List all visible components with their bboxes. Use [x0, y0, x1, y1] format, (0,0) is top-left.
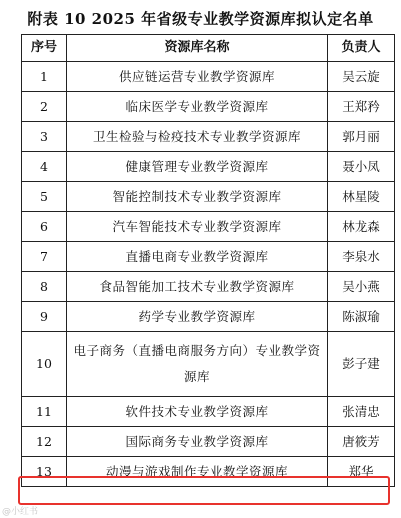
header-num: 序号 [22, 35, 67, 62]
row-num: 10 [22, 332, 67, 397]
row-num: 9 [22, 302, 67, 332]
row-num: 7 [22, 242, 67, 272]
row-owner: 林龙森 [328, 212, 395, 242]
row-owner: 彭子建 [328, 332, 395, 397]
table-title: 附表 10 2025 年省级专业教学资源库拟认定名单 [27, 10, 374, 28]
row-num: 11 [22, 397, 67, 427]
table-row [22, 272, 395, 302]
table-row [22, 397, 395, 427]
table-row [22, 302, 395, 332]
row-name: 国际商务专业教学资源库 [67, 427, 328, 457]
row-name: 动漫与游戏制作专业教学资源库 [67, 457, 328, 487]
row-name: 供应链运营专业教学资源库 [67, 62, 328, 92]
row-num: 1 [22, 62, 67, 92]
row-name: 直播电商专业教学资源库 [67, 242, 328, 272]
row-num: 13 [22, 457, 67, 487]
row-owner: 聂小凤 [328, 152, 395, 182]
row-name: 药学专业教学资源库 [67, 302, 328, 332]
table-row [22, 332, 395, 397]
row-owner: 李泉水 [328, 242, 395, 272]
row-num: 5 [22, 182, 67, 212]
row-owner: 陈淑瑜 [328, 302, 395, 332]
table-row [22, 242, 395, 272]
table-row-highlighted [22, 457, 395, 487]
table-row [22, 182, 395, 212]
row-name: 健康管理专业教学资源库 [67, 152, 328, 182]
table-row [22, 122, 395, 152]
row-owner: 吴小燕 [328, 272, 395, 302]
header-name: 资源库名称 [67, 35, 328, 62]
watermark-text: @小红书 [2, 507, 39, 517]
row-name: 食品智能加工技术专业教学资源库 [67, 272, 328, 302]
table-row [22, 92, 395, 122]
row-owner: 吴云旋 [328, 62, 395, 92]
row-name: 电子商务（直播电商服务方向）专业教学资源库 [67, 332, 328, 397]
row-owner: 张清忠 [328, 397, 395, 427]
header-owner: 负责人 [328, 35, 395, 62]
row-num: 12 [22, 427, 67, 457]
table-row [22, 152, 395, 182]
row-name: 卫生检验与检疫技术专业教学资源库 [67, 122, 328, 152]
row-num: 4 [22, 152, 67, 182]
row-name: 临床医学专业教学资源库 [67, 92, 328, 122]
resource-library-table [21, 34, 395, 487]
row-num: 8 [22, 272, 67, 302]
row-name: 智能控制技术专业教学资源库 [67, 182, 328, 212]
row-num: 2 [22, 92, 67, 122]
row-num: 6 [22, 212, 67, 242]
table-row [22, 427, 395, 457]
row-owner: 郭月丽 [328, 122, 395, 152]
row-name: 汽车智能技术专业教学资源库 [67, 212, 328, 242]
row-name: 软件技术专业教学资源库 [67, 397, 328, 427]
row-owner: 郑华 [328, 457, 395, 487]
row-owner: 唐筱芳 [328, 427, 395, 457]
row-owner: 林星陵 [328, 182, 395, 212]
table-row [22, 62, 395, 92]
table-header-row [22, 35, 395, 62]
row-owner: 王郑矜 [328, 92, 395, 122]
table-row [22, 212, 395, 242]
row-num: 3 [22, 122, 67, 152]
